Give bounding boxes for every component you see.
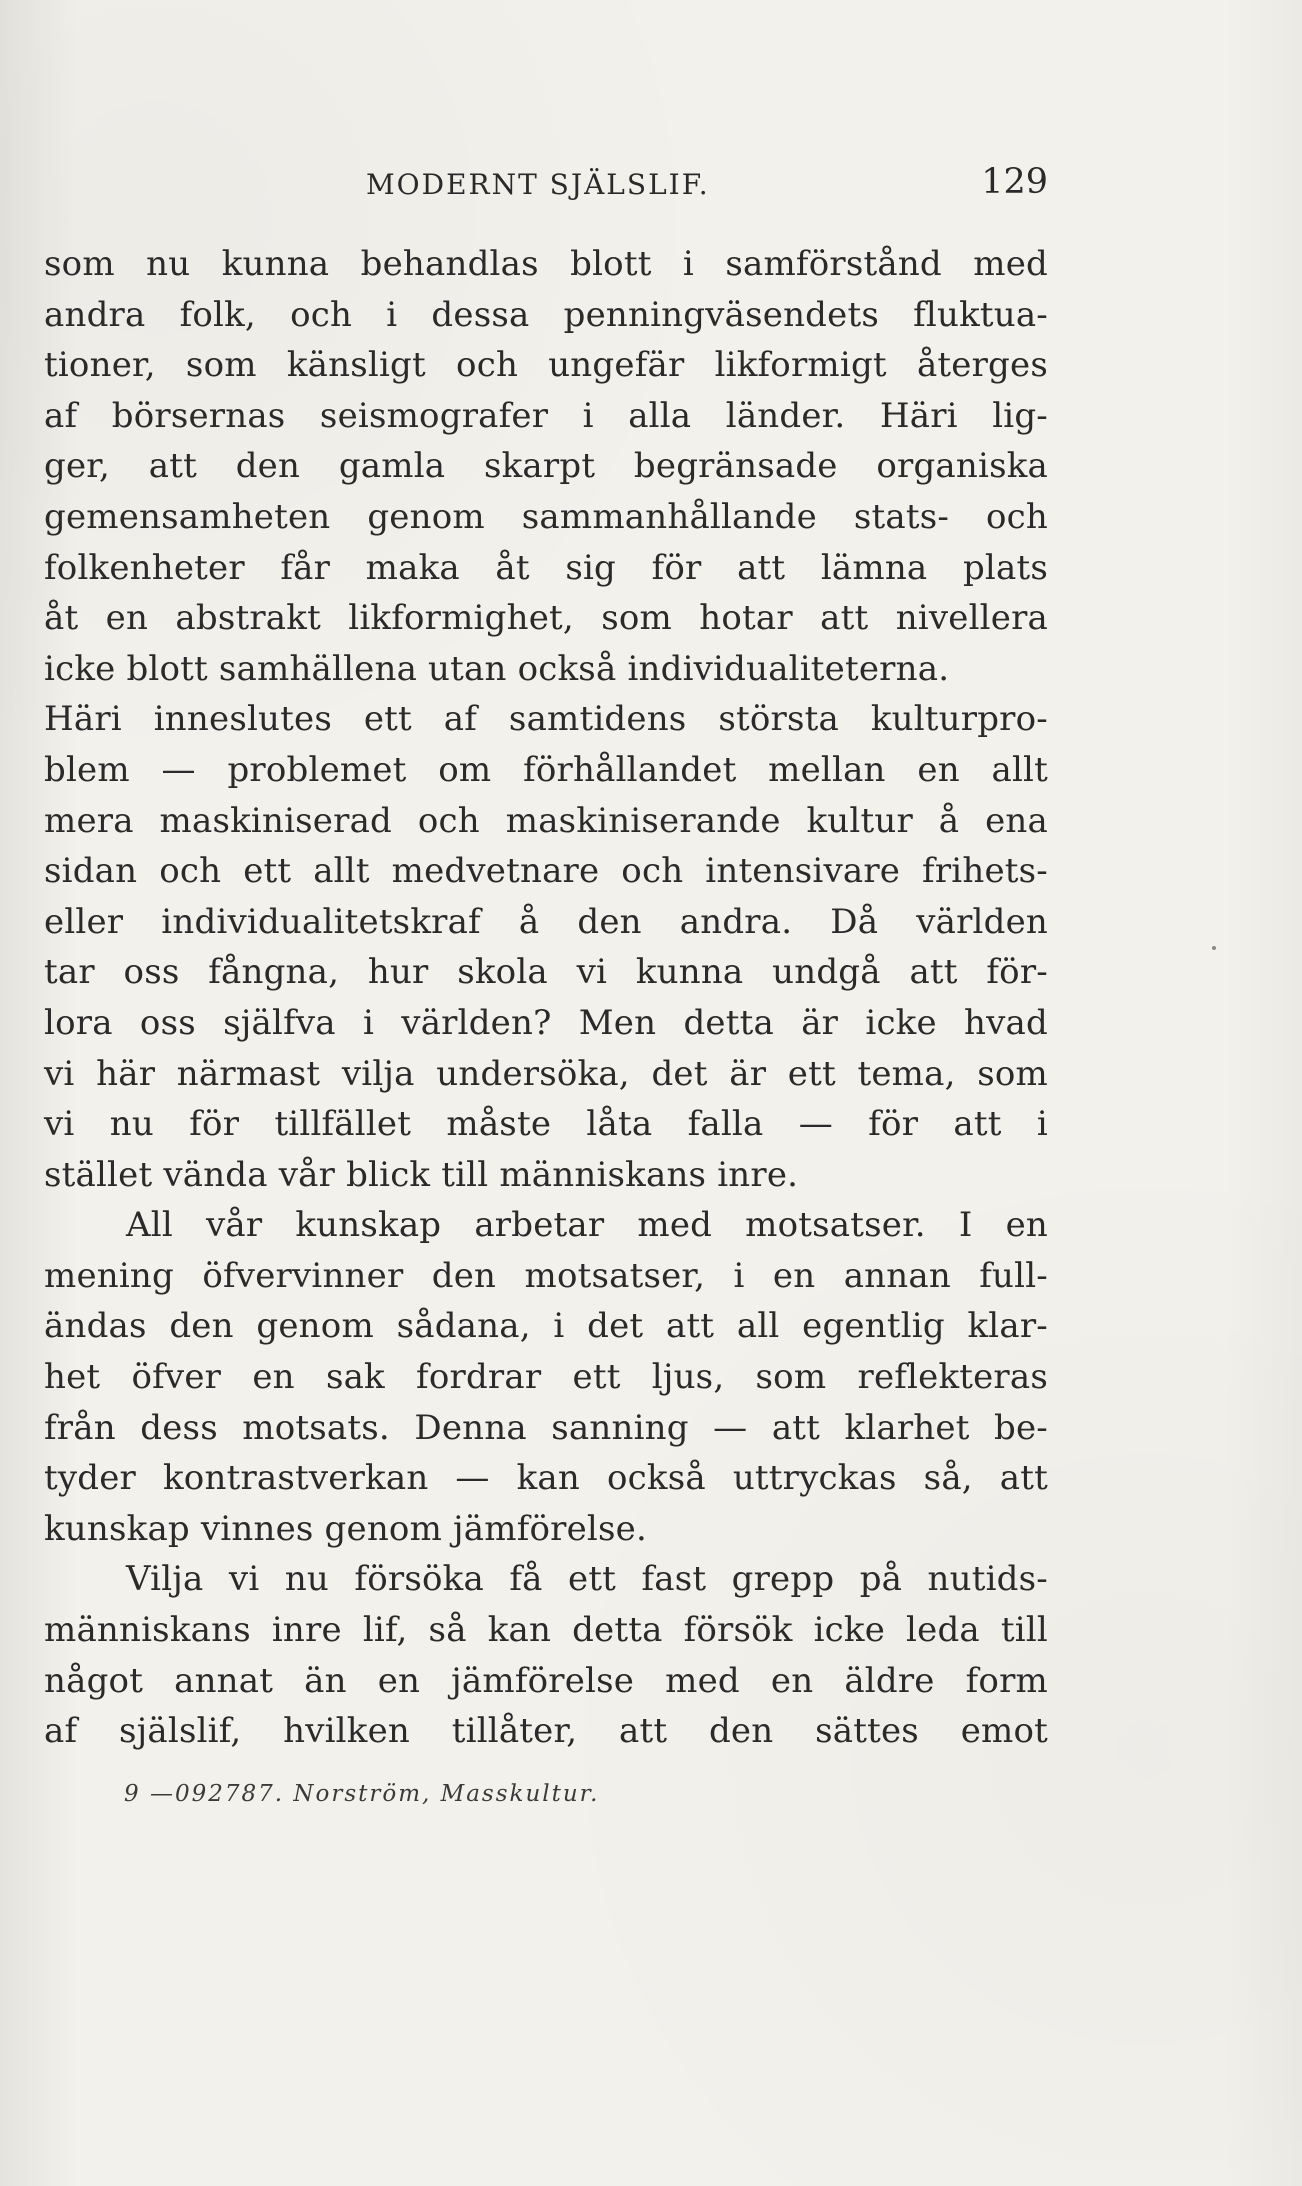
- body-text: [44, 239, 1048, 1757]
- text-line: af själslif, hvilken tillåter, att den sättes emot: [44, 1711, 1048, 1752]
- text-line: andra folk, och i dessa penningväsendets fluktua-: [44, 294, 1048, 335]
- page-number: 129: [981, 162, 1048, 202]
- text-line: blem — problemet om förhållandet mellan en allt: [44, 749, 1048, 790]
- text-line: tioner, som känsligt och ungefär likformigt återges: [44, 345, 1048, 386]
- text-line: från dess motsats. Denna sanning — att klarhet be-: [44, 1407, 1048, 1448]
- text-line: något annat än en jämförelse med en äldre form: [44, 1660, 1048, 1701]
- running-head: MODERNT SJÄLSLIF.: [366, 168, 710, 201]
- text-line: mening öfvervinner den motsatser, i en annan full-: [44, 1255, 1048, 1296]
- text-line: het öfver en sak fordrar ett ljus, som reflekteras: [44, 1357, 1048, 1398]
- text-line: eller individualitetskraf å den andra. Då världen: [44, 901, 1048, 942]
- text-line: tar oss fångna, hur skola vi kunna undgå att för-: [44, 952, 1048, 993]
- paragraph-start-line: Vilja vi nu försöka få ett fast grepp på nutids-: [126, 1559, 1048, 1600]
- text-line: folkenheter får maka åt sig för att lämna plats: [44, 547, 1048, 588]
- text-line: af börsernas seismografer i alla länder. Häri lig-: [44, 395, 1048, 436]
- text-line: Häri inneslutes ett af samtidens största kulturpro-: [44, 699, 1048, 740]
- text-line: stället vända vår blick till människans inre.: [44, 1154, 799, 1195]
- text-line: tyder kontrastverkan — kan också uttryckas så, att: [44, 1458, 1048, 1499]
- text-line: som nu kunna behandlas blott i samförstånd med: [44, 244, 1048, 284]
- paper-speck: [1212, 946, 1216, 950]
- print-signature: 9 —092787. Norström, Masskultur.: [124, 1781, 600, 1807]
- paragraph-start-line: All vår kunskap arbetar med motsatser. I en: [126, 1205, 1048, 1246]
- text-line: kunskap vinnes genom jämförelse.: [44, 1508, 647, 1549]
- text-line: sidan och ett allt medvetnare och intensivare frihets-: [44, 851, 1048, 892]
- text-line: människans inre lif, så kan detta försök icke leda till: [44, 1610, 1048, 1651]
- text-line: åt en abstrakt likformighet, som hotar att nivellera: [44, 598, 1048, 639]
- text-line: vi här närmast vilja undersöka, det är ett tema, som: [44, 1053, 1048, 1094]
- text-line: mera maskiniserad och maskiniserande kultur å ena: [44, 800, 1048, 841]
- text-line: ändas den genom sådana, i det att all egentlig klar-: [44, 1306, 1048, 1347]
- page-header: [44, 162, 1048, 210]
- text-line: vi nu för tillfället måste låta falla — för att i: [44, 1104, 1048, 1145]
- text-line: gemensamheten genom sammanhållande stats- och: [44, 496, 1048, 537]
- text-line: icke blott samhällena utan också individualiteterna.: [44, 648, 950, 689]
- text-line: lora oss själfva i världen? Men detta är icke hvad: [44, 1002, 1048, 1043]
- text-line: ger, att den gamla skarpt begränsade organiska: [44, 446, 1048, 487]
